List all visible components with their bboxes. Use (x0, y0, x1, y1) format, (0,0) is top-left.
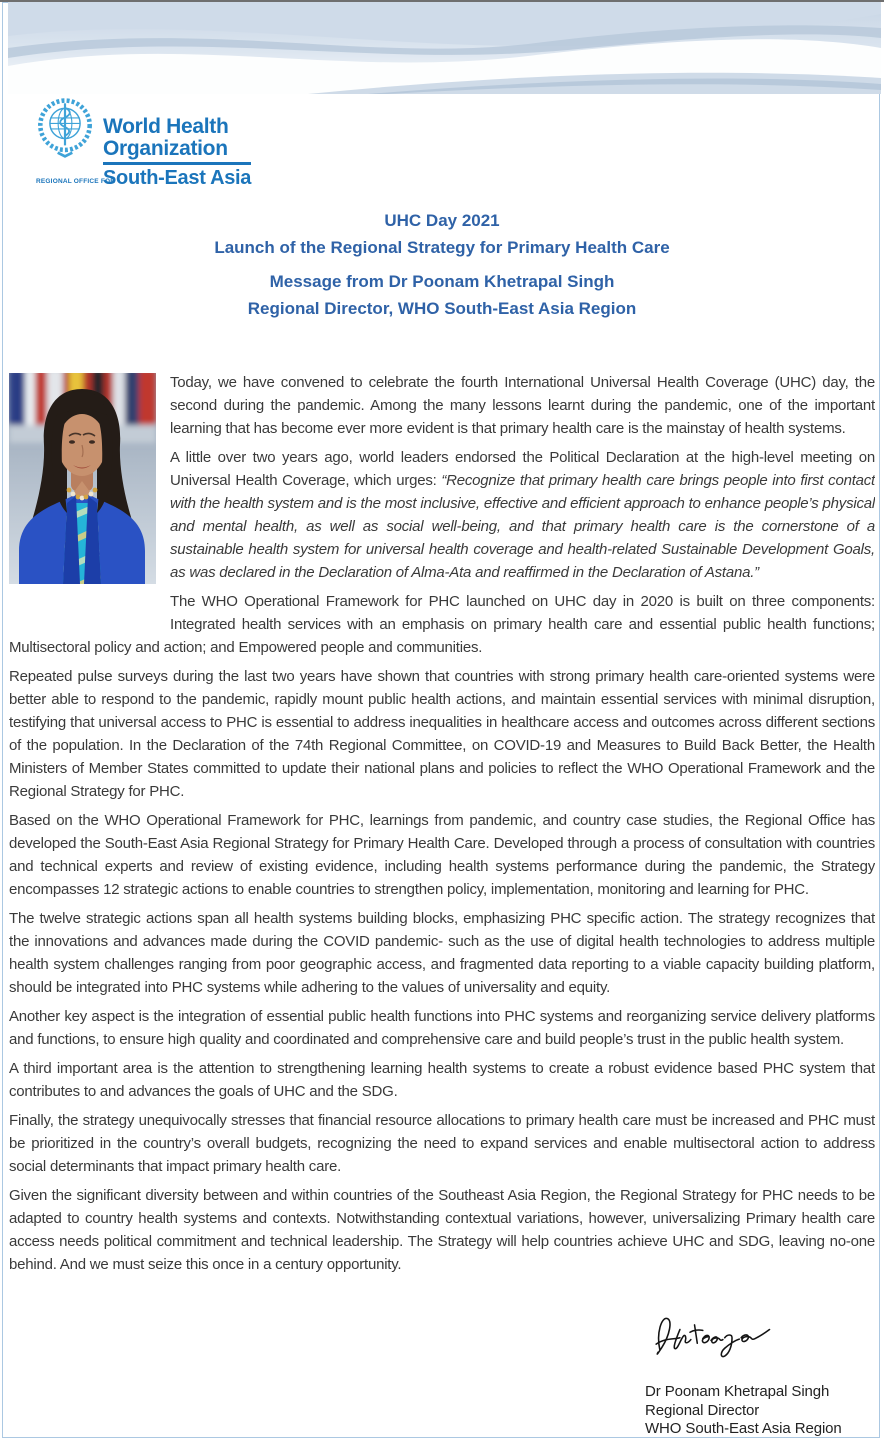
paragraph-4: Repeated pulse surveys during the last two years have shown that countries with strong primary health care-oriented systems were better able to respond to the pandemic, rapidly mount public health actions, and maintain essential services with minimal disruption, testifying that universal access to PHC is essential to address inequalities in healthcare access and outcomes across different sections of the population. In the Declaration of the 74th Regional Committee, on COVID-19 and Measures to Build Back Better, the Health Ministers of Member States committed to update their national plans and policies to reflect the WHO Operational Framework and the Regional Strategy for PHC. (9, 668, 875, 800)
title-line1: UHC Day 2021 (384, 211, 500, 230)
subtitle-line2: Regional Director, WHO South-East Asia Region (247, 299, 637, 318)
logo-region: South-East Asia (103, 162, 251, 189)
who-logo (36, 96, 251, 189)
portrait-photo (9, 373, 156, 584)
paragraph-2-normal: A little over two years ago, world leaders endorsed the Political Declaration at the high-level meeting on Universal Health Coverage, which urges: (170, 449, 875, 489)
logo-org-line2: Organization (103, 137, 228, 160)
paragraph-5: Based on the WHO Operational Framework for PHC, learnings from pandemic, and country case studies, the Regional Office has developed the South-East Asia Regional Strategy for Primary Health Care. Developed through a process of consultation with countries and technical experts and review of existing evidence, including health systems performance during the pandemic, the Strategy encompasses 12 strategic actions to enable countries to strengthen policy, implementation, monitoring and learning for PHC. (9, 812, 875, 898)
paragraph-8: A third important area is the attention to strengthening learning health systems to create a robust evidence based PHC system that contributes to and advances the goals of UHC and the SDG. (9, 1060, 875, 1100)
signature-block (645, 1308, 877, 1439)
logo-office-label: REGIONAL OFFICE FOR (36, 178, 116, 185)
signatory-org: WHO South-East Asia Region (645, 1420, 842, 1437)
paragraph-2-quote: “Recognize that primary health care brings people into first contact with the health system and is the most inclusive, effective and efficient approach to enhance people’s physical and mental health, as well as social well-being, and that primary health care is the cornerstone of a sustainable health system for universal health coverage and health-related Sustainable Development Goals, as was declared in the Declaration of Alma-Ata and reaffirmed in the Declaration of Astana.” (170, 472, 875, 581)
header-wave-banner (8, 2, 881, 94)
signatory-name: Dr Poonam Khetrapal Singh (645, 1383, 830, 1400)
paragraph-1: Today, we have convened to celebrate the fourth International Universal Health Coverage (UHC) day, the second during the pandemic. Among the many lessons learnt during the pandemic, one of the important learning that has become ever more evident is that primary health care is the mainstay of health systems. (170, 374, 875, 437)
logo-org-line1: World Health (103, 115, 229, 138)
who-emblem-icon (36, 96, 94, 160)
signatory-details (645, 1383, 877, 1439)
document-subtitle (0, 268, 884, 322)
logo-org-name (103, 116, 251, 160)
subtitle-line1: Message from Dr Poonam Khetrapal Singh (269, 272, 615, 291)
signatory-title: Regional Director (645, 1401, 760, 1419)
portrait-graphic (9, 373, 156, 584)
signature-scrawl (647, 1308, 775, 1362)
message-body (9, 371, 875, 1306)
paragraph-6: The twelve strategic actions span all health systems building blocks, emphasizing PHC specific action. The strategy recognizes that the innovations and advances made during the COVID pandemic- such as the use of digital health technologies to address multiple health system challenges ranging from poor geographic access, and fragmented data reporting to a viable capacity building platform, should be integrated into PHC systems while adhering to the values of universality and equity. (9, 910, 875, 996)
document-title (0, 207, 884, 261)
wave-graphic (8, 2, 881, 94)
paragraph-3: The WHO Operational Framework for PHC launched on UHC day in 2020 is built on three components: Integrated health services with an emphasis on primary health care and essential public health functions; Multisectoral policy and action; and Empowered people and communities. (9, 593, 875, 656)
title-line2: Launch of the Regional Strategy for Primary Health Care (214, 238, 670, 257)
paragraph-10: Given the significant diversity between and within countries of the Southeast Asia Region, the Regional Strategy for PHC needs to be adapted to country health systems and contexts. Notwithstanding contextual variations, however, universalizing Primary health care access needs political commitment and technical leadership. The Strategy will help countries achieve UHC and SDG, leaving no-one behind. And we must seize this once in a century opportunity. (9, 1187, 875, 1273)
paragraph-7: Another key aspect is the integration of essential public health functions into PHC systems and reorganizing service delivery platforms and functions, to ensure high quality and coordinated and comprehensive care and build people’s trust in the public health system. (9, 1008, 875, 1048)
paragraph-9: Finally, the strategy unequivocally stresses that financial resource allocations to primary health care must be increased and PHC must be prioritized in the country’s overall budgets, recognizing the need to expand services and enable multisectoral action to address social determinants that impact primary health care. (9, 1112, 875, 1175)
